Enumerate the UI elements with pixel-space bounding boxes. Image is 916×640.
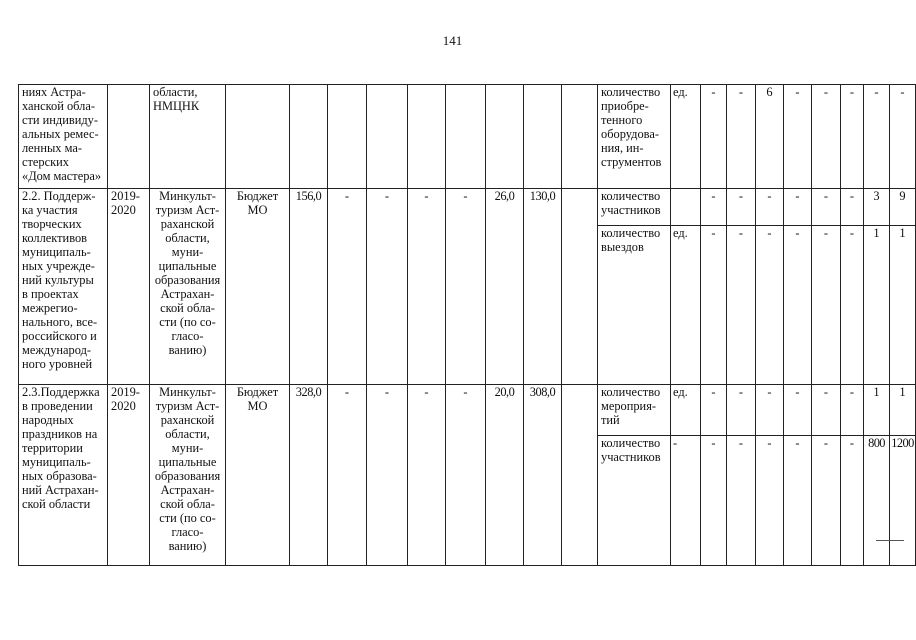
indicator-value-cell: - <box>784 226 812 385</box>
program-table <box>18 84 916 566</box>
total-cell <box>290 85 328 189</box>
indicator-unit-cell: ед. <box>671 385 701 436</box>
indicator-value-cell: - <box>727 189 756 226</box>
activity-cell: 2.2. Поддерж- ка участия творческих коллективов муниципаль- ных учрежде- ний культуры в проектах межрегио- нального, все- российского и международ- ного уровней <box>19 189 108 385</box>
indicator-value-cell: - <box>727 85 756 189</box>
indicator-value-cell: 1 <box>864 226 890 385</box>
year-amount-cell: - <box>367 189 408 385</box>
indicator-value-cell: - <box>812 85 841 189</box>
indicator-value-cell: - <box>701 226 727 385</box>
table-row <box>19 189 916 226</box>
executor-cell: Минкульт- туризм Аст- раханской области, муни- ципальные образования Астрахан- ской обла- сти (по со- гласо- ванию) <box>150 385 226 566</box>
year-amount-cell: 26,0 <box>486 189 524 385</box>
year-amount-cell: - <box>446 385 486 566</box>
year-amount-cell <box>562 85 598 189</box>
indicator-value-cell: - <box>841 85 864 189</box>
indicator-value-cell: 9 <box>890 189 916 226</box>
year-amount-cell: - <box>446 189 486 385</box>
indicator-value-cell: - <box>784 436 812 566</box>
year-amount-cell <box>486 85 524 189</box>
indicator-unit-cell: - <box>671 436 701 566</box>
year-amount-cell: 308,0 <box>524 385 562 566</box>
year-amount-cell <box>562 385 598 566</box>
indicator-name-cell: количество мероприя- тий <box>598 385 671 436</box>
year-amount-cell: 20,0 <box>486 385 524 566</box>
indicator-unit-cell: ед. <box>671 226 701 385</box>
indicator-value-cell: 1 <box>890 385 916 436</box>
year-amount-cell <box>408 85 446 189</box>
indicator-value-cell: 1 <box>890 226 916 385</box>
period-cell: 2019- 2020 <box>108 189 150 385</box>
indicator-value-cell: 1200 <box>890 436 916 566</box>
indicator-value-cell: - <box>756 436 784 566</box>
indicator-value-cell: - <box>784 189 812 226</box>
indicator-unit-cell <box>671 189 701 226</box>
year-amount-cell <box>367 85 408 189</box>
year-amount-cell: - <box>367 385 408 566</box>
indicator-value-cell: - <box>841 189 864 226</box>
year-amount-cell: - <box>328 189 367 385</box>
indicator-value-cell: - <box>727 436 756 566</box>
year-amount-cell: - <box>408 385 446 566</box>
indicator-value-cell: 1 <box>864 385 890 436</box>
year-amount-cell: 130,0 <box>524 189 562 385</box>
indicator-value-cell: - <box>701 385 727 436</box>
indicator-value-cell: - <box>812 436 841 566</box>
indicator-value-cell: - <box>864 85 890 189</box>
period-cell <box>108 85 150 189</box>
total-cell: 328,0 <box>290 385 328 566</box>
funding-source-cell: Бюджет МО <box>226 189 290 385</box>
indicator-value-cell: - <box>701 85 727 189</box>
indicator-value-cell: - <box>841 385 864 436</box>
table-row <box>19 385 916 436</box>
page-number: 141 <box>442 33 463 48</box>
executor-cell: области, НМЦНК <box>150 85 226 189</box>
indicator-name-cell: количество приобре- тенного оборудова- ния, ин- струментов <box>598 85 671 189</box>
indicator-value-cell: - <box>784 385 812 436</box>
indicator-value-cell: - <box>841 226 864 385</box>
executor-cell: Минкульт- туризм Аст- раханской области, муни- ципальные образования Астрахан- ской обла- сти (по со- гласо- ванию) <box>150 189 226 385</box>
indicator-value-cell: - <box>756 226 784 385</box>
indicator-value-cell: - <box>701 436 727 566</box>
period-cell: 2019- 2020 <box>108 385 150 566</box>
indicator-value-cell: 800 <box>864 436 890 566</box>
indicator-name-cell: количество участников <box>598 189 671 226</box>
activity-cell: ниях Астра- ханской обла- сти индивиду- альных ремес- ленных ма- стерских «Дом мастера» <box>19 85 108 189</box>
indicator-value-cell: - <box>841 436 864 566</box>
year-amount-cell: - <box>328 385 367 566</box>
total-cell: 156,0 <box>290 189 328 385</box>
indicator-value-cell: 6 <box>756 85 784 189</box>
table-row <box>19 85 916 189</box>
indicator-value-cell: - <box>756 385 784 436</box>
funding-source-cell <box>226 85 290 189</box>
indicator-value-cell: - <box>727 385 756 436</box>
year-amount-cell: - <box>408 189 446 385</box>
year-amount-cell <box>562 189 598 385</box>
indicator-value-cell: - <box>756 189 784 226</box>
year-amount-cell <box>446 85 486 189</box>
indicator-value-cell: 3 <box>864 189 890 226</box>
year-amount-cell <box>524 85 562 189</box>
indicator-value-cell: - <box>784 85 812 189</box>
indicator-value-cell: - <box>812 189 841 226</box>
indicator-name-cell: количество выездов <box>598 226 671 385</box>
indicator-value-cell: - <box>812 385 841 436</box>
activity-cell: 2.3.Поддержка в проведении народных праздников на территории муниципаль- ных образова- ний Астрахан- ской области <box>19 385 108 566</box>
edge-mark <box>876 540 904 541</box>
year-amount-cell <box>328 85 367 189</box>
indicator-name-cell: количество участников <box>598 436 671 566</box>
funding-source-cell: Бюджет МО <box>226 385 290 566</box>
indicator-value-cell: - <box>727 226 756 385</box>
indicator-value-cell: - <box>701 189 727 226</box>
indicator-value-cell: - <box>890 85 916 189</box>
indicator-value-cell: - <box>812 226 841 385</box>
indicator-unit-cell: ед. <box>671 85 701 189</box>
